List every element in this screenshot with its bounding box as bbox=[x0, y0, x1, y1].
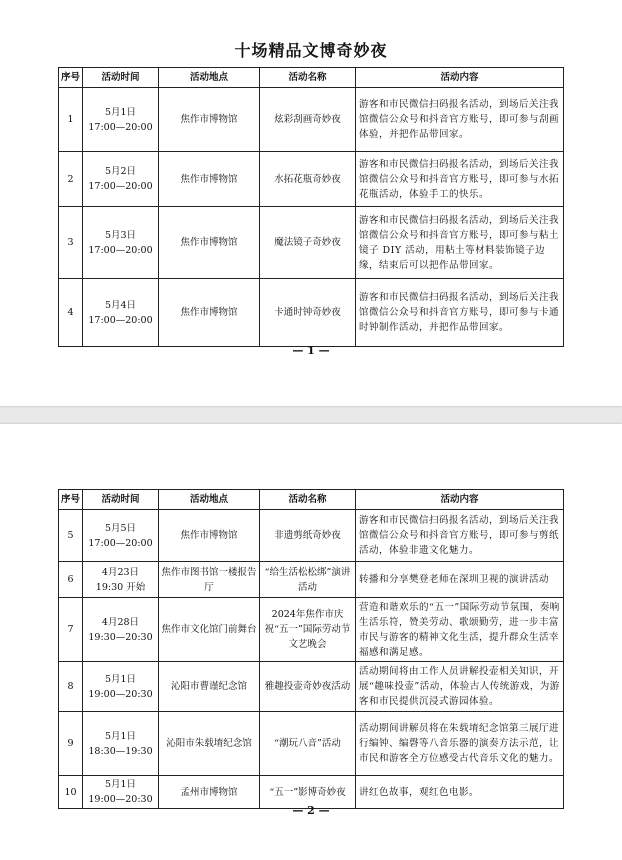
header-place: 活动地点 bbox=[159, 490, 260, 510]
row-place: 焦作市博物馆 bbox=[159, 279, 260, 347]
row-content: 游客和市民微信扫码报名活动，到场后关注我馆微信公众号和抖音官方账号，即可参与卡通时钟制作活动，并把作品带回家。 bbox=[356, 279, 564, 347]
row-no: 9 bbox=[59, 712, 83, 776]
row-place: 焦作市博物馆 bbox=[159, 88, 260, 152]
row-name: 卡通时钟奇妙夜 bbox=[260, 279, 356, 347]
row-content: 游客和市民微信扫码报名活动，到场后关注我馆微信公众号和抖音官方账号，即可参与刮画体验，并把作品带回家。 bbox=[356, 88, 564, 152]
row-date: 5月4日 bbox=[104, 299, 137, 311]
row-no: 5 bbox=[59, 510, 83, 562]
row-date: 5月3日 bbox=[104, 229, 137, 241]
header-content: 活动内容 bbox=[356, 68, 564, 88]
table-row bbox=[59, 598, 564, 662]
row-hours: 17:00—20:00 bbox=[88, 537, 153, 549]
row-no: 8 bbox=[59, 662, 83, 712]
row-place: 焦作市博物馆 bbox=[159, 152, 260, 207]
row-place: 焦作市博物馆 bbox=[159, 510, 260, 562]
row-content: 游客和市民微信扫码报名活动，到场后关注我馆微信公众号和抖音官方账号，即可参与剪纸活动，体验非遗文化魅力。 bbox=[356, 510, 564, 562]
row-content: 转播和分享樊登老师在深圳卫视的演讲活动 bbox=[356, 562, 564, 598]
row-time bbox=[83, 712, 159, 776]
row-time bbox=[83, 598, 159, 662]
row-date: 5月1日 bbox=[104, 779, 137, 790]
table-header-row bbox=[59, 68, 564, 88]
row-name: 魔法镜子奇妙夜 bbox=[260, 207, 356, 279]
row-name: 水拓花瓶奇妙夜 bbox=[260, 152, 356, 207]
row-content: 营造和谐欢乐的“五一”国际劳动节氛围，奏响生活乐符，赞美劳动、歌颂勤劳，进一步丰富市民与游客的精神文化生活，提升群众生活幸福感和满足感。 bbox=[356, 598, 564, 662]
row-no: 3 bbox=[59, 207, 83, 279]
table-row bbox=[59, 712, 564, 776]
header-name: 活动名称 bbox=[260, 490, 356, 510]
row-date: 5月2日 bbox=[104, 166, 137, 177]
row-date: 5月1日 bbox=[104, 106, 137, 118]
row-time bbox=[83, 279, 159, 347]
header-no: 序号 bbox=[59, 490, 83, 510]
row-hours: 18:30—19:30 bbox=[88, 745, 153, 757]
document-page-2 bbox=[0, 424, 622, 860]
row-date: 5月5日 bbox=[104, 522, 137, 534]
table-row bbox=[59, 662, 564, 712]
row-time bbox=[83, 88, 159, 152]
row-name: 非遗剪纸奇妙夜 bbox=[260, 510, 356, 562]
row-place: 孟州市博物馆 bbox=[159, 776, 260, 809]
row-place: 沁阳市曹谨纪念馆 bbox=[159, 662, 260, 712]
header-no: 序号 bbox=[59, 68, 83, 88]
table-row bbox=[59, 562, 564, 598]
table-row bbox=[59, 207, 564, 279]
row-place: 焦作市图书馆一楼报告厅 bbox=[159, 562, 260, 598]
row-hours: 19:00—20:30 bbox=[88, 794, 153, 805]
row-name: 炫彩刮画奇妙夜 bbox=[260, 88, 356, 152]
row-no: 6 bbox=[59, 562, 83, 598]
row-time bbox=[83, 562, 159, 598]
row-time bbox=[83, 207, 159, 279]
row-date: 4月28日 bbox=[101, 616, 140, 628]
header-time: 活动时间 bbox=[83, 68, 159, 88]
row-no: 2 bbox=[59, 152, 83, 207]
row-content: 活动期间讲解员将在朱载堉纪念馆第三展厅进行编钟、编磬等八音乐器的演奏方法示范，让市民和游客全方位感受古代音乐文化的魅力。 bbox=[356, 712, 564, 776]
row-no: 4 bbox=[59, 279, 83, 347]
row-date: 5月1日 bbox=[104, 673, 137, 685]
row-hours: 19:30 开始 bbox=[95, 581, 146, 593]
row-place: 沁阳市朱载堉纪念馆 bbox=[159, 712, 260, 776]
row-hours: 19:30—20:30 bbox=[88, 631, 153, 643]
row-content: 游客和市民微信扫码报名活动，到场后关注我馆微信公众号和抖音官方账号，即可参与粘土镜子 DIY 活动，用粘土等材料装饰镜子边缘，结束后可以把作品带回家。 bbox=[356, 207, 564, 279]
row-hours: 17:00—20:00 bbox=[88, 244, 153, 256]
row-place: 焦作市文化馆门前舞台 bbox=[159, 598, 260, 662]
row-content: 讲红色故事，观红色电影。 bbox=[356, 776, 564, 809]
table-row bbox=[59, 88, 564, 152]
header-place: 活动地点 bbox=[159, 68, 260, 88]
header-name: 活动名称 bbox=[260, 68, 356, 88]
header-content: 活动内容 bbox=[356, 490, 564, 510]
page-number: — 2 — bbox=[292, 804, 330, 817]
events-table-page-1 bbox=[58, 67, 564, 347]
row-name: “给生活松松绑”演讲活动 bbox=[260, 562, 356, 598]
row-time bbox=[83, 510, 159, 562]
row-place: 焦作市博物馆 bbox=[159, 207, 260, 279]
table-row bbox=[59, 152, 564, 207]
row-no: 10 bbox=[59, 776, 83, 809]
table-header-row bbox=[59, 490, 564, 510]
row-no: 1 bbox=[59, 88, 83, 152]
row-name: 2024年焦作市庆祝“五一”国际劳动节文艺晚会 bbox=[260, 598, 356, 662]
table-row bbox=[59, 279, 564, 347]
row-name: 雅趣投壶奇妙夜活动 bbox=[260, 662, 356, 712]
document-page-1 bbox=[0, 0, 622, 406]
row-hours: 17:00—20:00 bbox=[88, 181, 153, 192]
row-date: 4月23日 bbox=[101, 566, 140, 578]
row-content: 活动期间将由工作人员讲解投壶相关知识，开展“趣味投壶”活动，体验古人传统游戏，为游客和市民提供沉浸式游园体验。 bbox=[356, 662, 564, 712]
row-name: “五一”影博奇妙夜 bbox=[260, 776, 356, 809]
row-time bbox=[83, 152, 159, 207]
header-time: 活动时间 bbox=[83, 490, 159, 510]
row-name: “潮玩八音”活动 bbox=[260, 712, 356, 776]
row-hours: 17:00—20:00 bbox=[88, 121, 153, 133]
events-table-page-2 bbox=[58, 489, 564, 809]
row-time bbox=[83, 662, 159, 712]
document-title: 十场精品文博奇妙夜 bbox=[234, 41, 388, 60]
table-row bbox=[59, 510, 564, 562]
row-hours: 17:00—20:00 bbox=[88, 314, 153, 326]
row-no: 7 bbox=[59, 598, 83, 662]
page-number: — 1 — bbox=[292, 344, 330, 357]
row-date: 5月1日 bbox=[104, 730, 137, 742]
row-content: 游客和市民微信扫码报名活动，到场后关注我馆微信公众号和抖音官方账号，即可参与水拓花瓶活动，体验手工的快乐。 bbox=[356, 152, 564, 207]
row-hours: 19:00—20:30 bbox=[88, 688, 153, 700]
